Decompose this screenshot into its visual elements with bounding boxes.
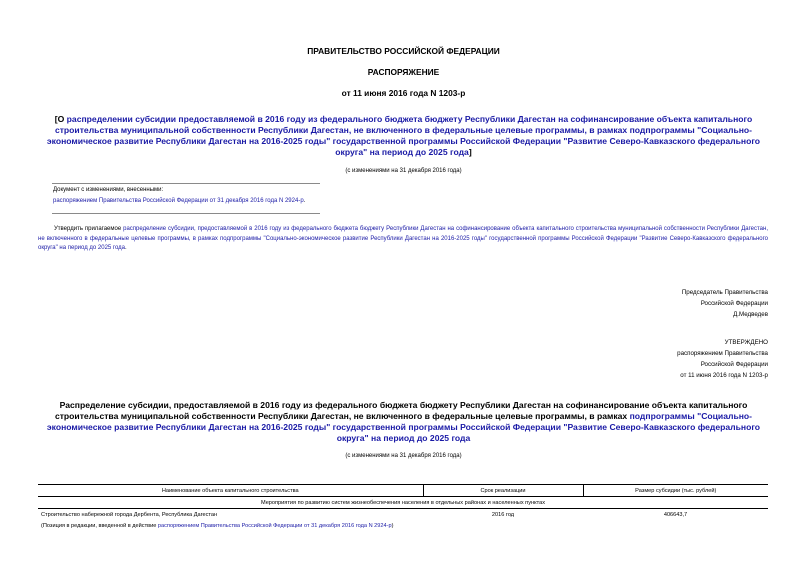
body-prefix: Утвердить прилагаемое: [54, 226, 124, 232]
approved-line-4: от 11 июня 2016 года N 1203-р: [680, 372, 768, 379]
amend-reference: [53, 198, 305, 204]
signature-block: [468, 287, 768, 320]
changes-note: (с изменениями на 31 декабря 2016 года): [345, 168, 462, 174]
table-section-row: [38, 497, 768, 509]
title-bracket-open: [О: [54, 114, 67, 124]
footnote-link[interactable]: распоряжением Правительства Российской Федерации от 31 декабря 2016 года N 2924-р: [157, 522, 392, 529]
title-link[interactable]: распределении субсидии предоставляемой в 2016 году из федерального бюджета бюджету Республики Дагестан на софинансирование объекта капитального строительства муниципальной собственности Республики Дагестан, не включенного в федеральные целевые программы, в рамках подпрограммы "Социально-экономическое развитие Республики Дагестан на 2016-2025 годы" государственной программы Российской Федерации "Развитие Северо-Кавказского федерального округа" на период до 2025 года: [46, 114, 761, 157]
table-header-row: [38, 485, 768, 497]
table-cell-period: 2016 год: [491, 511, 515, 518]
signature-line-1: Председатель Правительства: [681, 289, 768, 296]
table-section-label: Мероприятия по развитию систем жизнеобеспечения населения в отдельных районах и населенных пунктах: [38, 497, 768, 509]
table-cell-amount: 406643,7: [663, 511, 688, 518]
body-suffix: .: [125, 245, 127, 252]
annex-changes-note: (с изменениями на 31 декабря 2016 года): [345, 453, 462, 459]
amend-label: Документ с изменениями, внесенными:: [53, 187, 164, 193]
body-link[interactable]: распределение субсидии, предоставляемой в 2016 году из федерального бюджета бюджету Республики Дагестан на софинансирование объекта капитального строительства муниципальной собственности Республики Дагестан, не включенного в федеральные целевые программы, в рамках подпрограммы "Социально-экономическое развитие Республики Дагестан на 2016-2025 годы" государственной программы Российской Федерации "Развитие Северо-Кавказского федерального округа" на период до 2025 года: [38, 226, 768, 252]
table-header-cell: Размер субсидии (тыс. рублей): [583, 485, 768, 497]
amend-link[interactable]: распоряжением Правительства Российской Федерации от 31 декабря 2016 года N 2924-р: [53, 198, 304, 204]
table-header-cell: Срок реализации: [423, 485, 583, 497]
document-title: [40, 114, 767, 158]
approved-line-3: Российской Федерации: [700, 361, 768, 368]
body-paragraph: [38, 225, 768, 254]
government-heading: ПРАВИТЕЛЬСТВО РОССИЙСКОЙ ФЕДЕРАЦИИ: [307, 46, 500, 56]
table-cell-name: Строительство набережной города Дербента, Республика Дагестан: [41, 511, 218, 518]
amend-top-divider: [52, 183, 320, 184]
table-footnote: [38, 520, 768, 531]
title-bracket-close: ]: [468, 147, 472, 157]
table-footnote-row: [38, 520, 768, 531]
table-row: [38, 509, 768, 521]
footnote-prefix: (Позиция в редакции, введенной в действие: [41, 522, 158, 529]
document-type: РАСПОРЯЖЕНИЕ: [367, 67, 440, 77]
signature-line-2: Российской Федерации: [700, 300, 768, 307]
signature-line-3: Д.Медведев: [733, 311, 768, 318]
annex-title: [40, 400, 767, 444]
approved-line-2: распоряжением Правительства: [677, 350, 768, 357]
annex-title-link[interactable]: подпрограммы "Социально-экономическое развитие Республики Дагестан на 2016-2025 годы" государственной программы Российской Федерации "Развитие Северо-Кавказского федерального округа" на период до 2025 года: [46, 411, 761, 443]
approved-block: [468, 337, 768, 381]
document-date-number: от 11 июня 2016 года N 1203-р: [341, 88, 466, 98]
approved-line-1: УТВЕРЖДЕНО: [724, 339, 768, 346]
subsidy-table: [38, 484, 768, 531]
table-header-cell: Наименование объекта капитального строительства: [38, 485, 423, 497]
footnote-suffix: ): [391, 522, 394, 529]
annex-title-plain: Распределение субсидии, предоставляемой в 2016 году из федерального бюджета бюджету Республики Дагестан на софинансирование объекта капитального строительства муниципальной собственности Республики Дагестан, не включенного в федеральные целевые программы, в рамках: [54, 400, 748, 421]
amend-bottom-divider: [52, 213, 320, 214]
amend-tail: .: [303, 198, 306, 204]
